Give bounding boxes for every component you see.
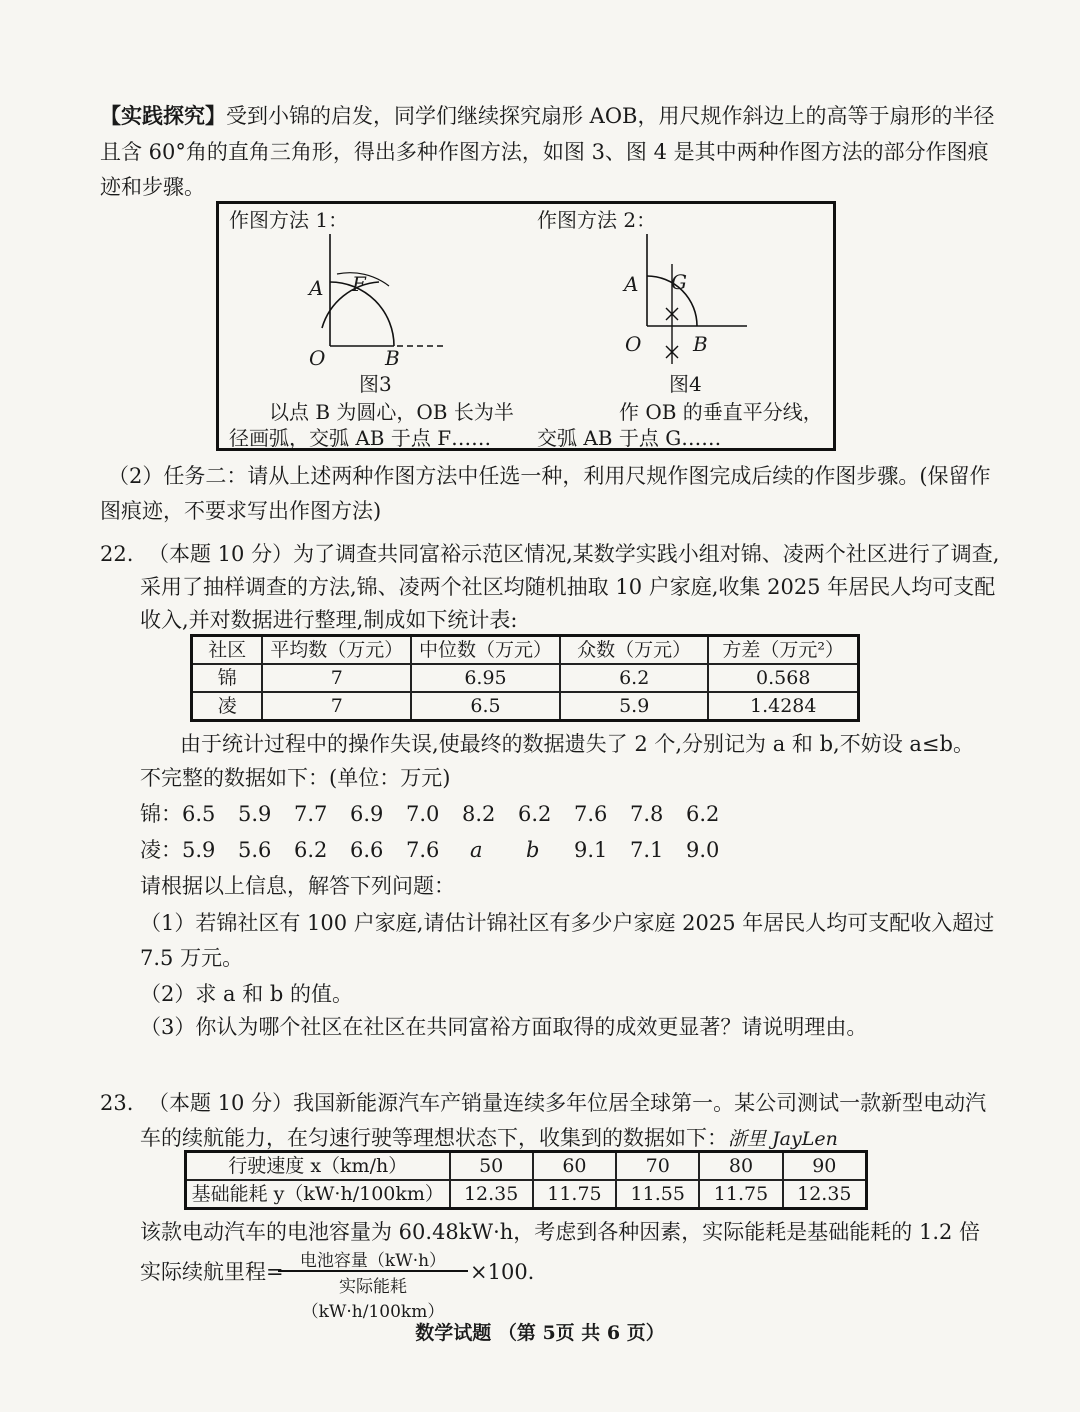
formula-numerator: 电池容量（kW·h） xyxy=(299,1251,447,1271)
table-cell: 6.2 xyxy=(560,664,709,692)
data-value: 7.8 xyxy=(630,802,664,826)
table-header-cell: 平均数（万元） xyxy=(262,636,411,665)
table-cell: 12.35 xyxy=(783,1180,867,1209)
data-value: 7.0 xyxy=(406,802,440,826)
q22-line-2: 采用了抽样调查的方法,锦、凌两个社区均随机抽取 10 户家庭,收集 2025 年居民人均可支配 xyxy=(140,575,996,599)
data-value: 7.7 xyxy=(294,802,328,826)
fig3-label-O: O xyxy=(309,346,326,370)
fig3-caption: 图3 xyxy=(359,372,392,396)
data-value: 7.6 xyxy=(406,838,440,862)
practice-tag: 【实践探究】 xyxy=(100,103,226,128)
table-cell: 凌 xyxy=(192,692,263,721)
fig4-label-B: B xyxy=(693,332,708,356)
table-cell: 11.55 xyxy=(616,1180,699,1209)
data-value: b xyxy=(526,838,540,862)
table-cell: 锦 xyxy=(192,664,263,692)
method1-title: 作图方法 1： xyxy=(229,208,349,232)
formula-lhs: 实际续航里程= xyxy=(140,1260,284,1284)
table-cell: 6.5 xyxy=(411,692,560,721)
q22-incomplete: 不完整的数据如下：(单位：万元) xyxy=(140,766,451,790)
practice-line-2: 且含 60°角的直角三角形，得出多种作图方法，如图 3、图 4 是其中两种作图方法的部分作图痕 xyxy=(100,140,989,164)
fig3-label-A: A xyxy=(309,276,324,300)
fig4-caption: 图4 xyxy=(669,372,702,396)
q22-sub2: （2）求 a 和 b 的值。 xyxy=(140,982,354,1006)
practice-line-1-text: 受到小锦的启发，同学们继续探究扇形 AOB，用尺规作斜边上的高等于扇形的半径 xyxy=(226,104,995,128)
data-value: 6.2 xyxy=(686,802,720,826)
table-row xyxy=(192,664,859,692)
method2-desc-2: 交弧 AB 于点 G…… xyxy=(537,426,722,450)
table-cell: 1.4284 xyxy=(708,692,858,721)
data-value: 6.5 xyxy=(182,802,216,826)
method2-desc-1: 作 OB 的垂直平分线， xyxy=(619,400,823,424)
data-value: 6.2 xyxy=(294,838,328,862)
table-header-cell: 社区 xyxy=(192,636,263,665)
fig3-label-F: F xyxy=(352,272,366,296)
table-cell: 60 xyxy=(533,1152,616,1181)
q22-line-1: （本题 10 分）为了调查共同富裕示范区情况,某数学实践小组对锦、凌两个社区进行了调查, xyxy=(148,542,1000,566)
q22-line-3: 收入,并对数据进行整理,制成如下统计表: xyxy=(140,608,518,632)
q22-stats-table xyxy=(190,634,860,722)
q22-note: 由于统计过程中的操作失误,使最终的数据遗失了 2 个,分别记为 a 和 b,不妨设 a≤b。 xyxy=(180,732,974,756)
task2-line-1: （2）任务二：请从上述两种作图方法中任选一种，利用尺规作图完成后续的作图步骤。(保留作 xyxy=(108,464,991,488)
table-cell: 50 xyxy=(450,1152,533,1181)
table-cell: 80 xyxy=(699,1152,782,1181)
q23-line-2-text: 车的续航能力，在匀速行驶等理想状态下，收集到的数据如下： xyxy=(140,1126,728,1150)
q22-jin-label: 锦： xyxy=(140,802,182,826)
data-value: 7.1 xyxy=(630,838,664,862)
table-row-label: 基础能耗 y（kW·h/100km） xyxy=(186,1180,450,1209)
formula-rhs: ×100. xyxy=(470,1260,535,1284)
table-cell: 5.9 xyxy=(560,692,709,721)
table-cell: 90 xyxy=(783,1152,867,1181)
q23-line-2 xyxy=(140,1124,838,1153)
q22-sub3: （3）你认为哪个社区在社区在共同富裕方面取得的成效更显著？请说明理由。 xyxy=(140,1015,868,1039)
fig4-label-A: A xyxy=(624,272,639,296)
data-value: 5.6 xyxy=(238,838,272,862)
q23-battery-line: 该款电动汽车的电池容量为 60.48kW·h，考虑到各种因素，实际能耗是基础能耗的 1.2 倍 xyxy=(140,1220,981,1244)
page-footer: 数学试题 （第 5页 共 6 页） xyxy=(415,1322,665,1344)
table-cell: 6.95 xyxy=(411,664,560,692)
formula-denominator: 实际能耗（kW·h/100km） xyxy=(301,1277,445,1322)
q22-number: 22. xyxy=(100,542,134,566)
table-header-row xyxy=(192,636,859,665)
fig4-label-G: G xyxy=(671,270,687,294)
table-header-cell: 众数（万元） xyxy=(560,636,709,665)
table-cell: 11.75 xyxy=(699,1180,782,1209)
watermark: 浙里 JayLen xyxy=(728,1128,838,1150)
table-cell: 12.35 xyxy=(450,1180,533,1209)
q23-data-table xyxy=(184,1150,868,1210)
table-cell: 0.568 xyxy=(708,664,858,692)
task2-line-2: 图痕迹，不要求写出作图方法) xyxy=(100,499,382,523)
q23-number: 23. xyxy=(100,1091,134,1115)
data-value: 6.6 xyxy=(350,838,384,862)
data-value: a xyxy=(470,838,483,862)
data-value: 6.2 xyxy=(518,802,552,826)
table-cell: 70 xyxy=(616,1152,699,1181)
table-row xyxy=(186,1180,867,1209)
construction-methods-box xyxy=(216,201,836,451)
practice-line-3: 迹和步骤。 xyxy=(100,175,205,199)
data-value: 9.0 xyxy=(686,838,720,862)
table-cell: 7 xyxy=(262,692,411,721)
fig3-label-B: B xyxy=(385,346,400,370)
data-value: 6.9 xyxy=(350,802,384,826)
method2-title: 作图方法 2： xyxy=(537,208,657,232)
data-value: 5.9 xyxy=(238,802,272,826)
data-value: 8.2 xyxy=(462,802,496,826)
data-value: 7.6 xyxy=(574,802,608,826)
q22-prompt: 请根据以上信息，解答下列问题： xyxy=(140,874,455,898)
q22-ling-label: 凌： xyxy=(140,838,182,862)
table-cell: 11.75 xyxy=(533,1180,616,1209)
practice-line-1 xyxy=(100,102,995,130)
table-header-cell: 中位数（万元） xyxy=(411,636,560,665)
data-value: 9.1 xyxy=(574,838,608,862)
table-header-cell: 方差（万元²） xyxy=(708,636,858,665)
fig4-label-O: O xyxy=(625,332,642,356)
q22-sub1-line-1: （1）若锦社区有 100 户家庭,请估计锦社区有多少户家庭 2025 年居民人均可支配收入超过 xyxy=(140,911,995,935)
q23-line-1: （本题 10 分）我国新能源汽车产销量连续多年位居全球第一。某公司测试一款新型电动汽 xyxy=(148,1091,987,1115)
table-row-label: 行驶速度 x（km/h） xyxy=(186,1152,450,1181)
table-row xyxy=(192,692,859,721)
figure-3-drawing xyxy=(322,234,445,346)
table-cell: 7 xyxy=(262,664,411,692)
data-value: 5.9 xyxy=(182,838,216,862)
table-row xyxy=(186,1152,867,1181)
q22-sub1-line-2: 7.5 万元。 xyxy=(140,946,244,970)
method1-desc-1: 以点 B 为圆心，OB 长为半 xyxy=(269,400,514,424)
method1-desc-2: 径画弧，交弧 AB 于点 F…… xyxy=(229,426,492,450)
